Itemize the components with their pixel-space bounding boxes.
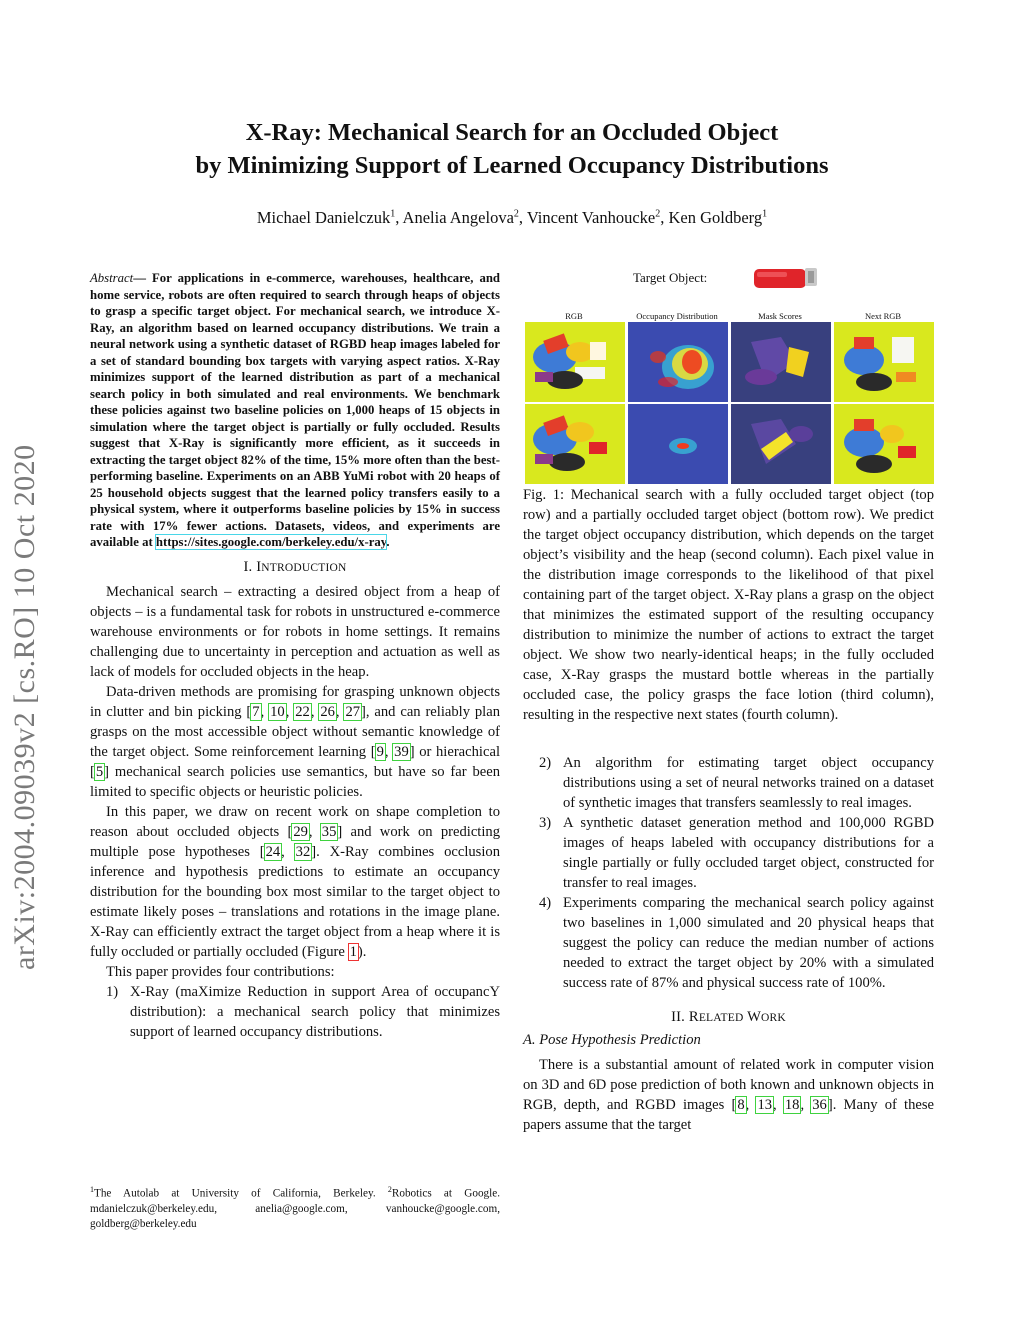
text-span: Data-driven methods are promising for grasping unknown objects in clutter and bin picking [	[90, 683, 500, 720]
citation-link[interactable]: 13	[757, 1097, 773, 1113]
citation-link[interactable]: 10	[270, 703, 285, 720]
item-number: 1)	[106, 983, 119, 1000]
contribution-item	[523, 753, 934, 813]
section-heading-related-work	[523, 1009, 934, 1026]
section-title-rest: NTRODUCTION	[261, 561, 347, 574]
item-text: Experiments comparing the mechanical search policy against two baselines in 1,000 simulated and 20 physical heaps that suggest the policy can reduce the median number of actions needed to extract the target object by 20% with a simulated success rate of 87% and physical success rate of 100%.	[563, 895, 934, 991]
subsection-heading: A. Pose Hypothesis Prediction	[523, 1032, 701, 1048]
title-line-1: X-Ray: Mechanical Search for an Occluded Object	[245, 119, 779, 146]
lighter-icon	[753, 266, 819, 290]
text-span: There is a substantial amount of related work in computer vision on 3D and 6D pose prediction of both known and unknown objects in RGB, depth, and RGBD images [	[523, 1057, 934, 1113]
text-span: ], and can reliably plan grasps on the most accessible object without semantic knowledge of the target object. Some reinforcement learning [	[90, 703, 501, 760]
contribution-item	[523, 893, 934, 993]
author-affiliation: 1	[390, 208, 396, 220]
section-heading-introduction	[90, 559, 500, 576]
column-header-occupancy: Occupancy Distribution	[636, 311, 718, 321]
citation-link[interactable]: 27	[345, 703, 361, 720]
citation-link[interactable]: 9	[376, 743, 384, 760]
section-title-rest: ORK	[761, 1012, 786, 1024]
item-number: 3)	[539, 815, 552, 831]
contribution-item	[523, 813, 934, 893]
intro-paragraph-2: Data-driven methods are promising for grasping unknown objects in clutter and bin picking [7, 10, 22, 26, 27], and can reliably plan grasps on the most accessible object without semantic knowledge of the target object. Some reinforcement learning [9, 39] or hierachical [5] mechanical search policies use semantics, but have so far been limited to specific objects or heuristic policies.	[90, 683, 501, 800]
citation-link[interactable]: 29	[293, 823, 308, 840]
target-object-label: Target Object:	[633, 270, 708, 285]
section-number: I.	[243, 558, 253, 575]
author-affiliation: 2	[513, 208, 519, 220]
figure-1	[523, 270, 934, 480]
occupancy-map-top	[628, 322, 728, 402]
abstract-label: Abstract	[90, 271, 134, 285]
rgb-image-top	[525, 322, 625, 402]
abstract: Abstract— For applications in e-commerce, warehouses, healthcare, and home service, robots are often required to search through heaps of objects to grasp a specific target object. For mechanical search, we introduce X-Ray, an algorithm based on learned occupancy distributions. We train a neural network using a synthetic dataset of RGBD heap images labeled for a set of standard bounding box targets with varying aspect ratios. X-Ray minimizes support of the learned distribution as part of a mechanical search policy in both simulated and real environments. We benchmark these policies against two baseline policies on 1,000 heaps of 15 objects in simulation where the target object is partially or fully occluded. Results suggest that X-Ray is significantly more efficient, as it succeeds in extracting the target object 82% of the time, 15% more often than the best-performing baseline. Experiments on an ABB YuMi robot with 20 heaps of 25 household objects suggest that the learned policy transfers easily to a physical system, where it outperforms baseline policies by 15% in success rate with 17% fewer actions. Datasets, videos, and experiments are available at https://sites.google.com/berkeley.edu/x-ray.	[90, 271, 501, 549]
section-title-initial: R	[688, 1009, 699, 1025]
left-column	[90, 270, 500, 1042]
paper-title	[90, 116, 934, 182]
rgb-image-bottom	[525, 404, 625, 484]
text-span: ] mechanical search policies use semantics, but have so far been limited to specific objects or heuristic policies.	[90, 763, 500, 800]
occupancy-map-bottom	[628, 404, 728, 484]
citation-link[interactable]: 8	[737, 1097, 745, 1113]
citation-link[interactable]: 18	[784, 1097, 800, 1113]
figure-link[interactable]: 1	[349, 943, 357, 960]
related-paragraph-1: There is a substantial amount of related work in computer vision on 3D and 6D pose prediction of both known and unknown objects in RGB, depth, and RGBD images [8, 13, 18, 36]. Many of these papers assume that the target	[523, 1057, 935, 1133]
column-header-next-rgb: Next RGB	[864, 311, 902, 321]
intro-paragraph-3: In this paper, we draw on recent work on shape completion to reason about occluded objects [29, 35] and work on predicting multiple pose hypotheses [24, 32]. X-Ray combines occlusion inference and hypothesis predictions to estimate an occupancy distribution for the bounding box most similar to the target object to estimate likely poses – translations and rotations in the image plane. X-Ray can efficiently extract the target object from a heap where it is fully occluded or partially occluded (Figure 1).	[90, 803, 501, 960]
text-span: In this paper, we draw on recent work on shape completion to reason about occluded objects [	[90, 803, 500, 840]
item-number: 2)	[539, 755, 552, 771]
abstract-text: For applications in e-commerce, warehouses, healthcare, and home service, robots are often required to search through heaps of objects to grasp a specific target object. For mechanical search, we introduce X-Ray, an algorithm based on learned occupancy distributions. We train a neural network using a synthetic dataset of RGBD heap images labeled for a set of standard bounding box targets with varying aspect ratios. X-Ray minimizes support of the learned distribution as part of a mechanical search policy in both simulated and real environments. We benchmark these policies against two baseline policies on 1,000 heaps of 15 objects in simulation where the target object is partially or fully occluded. Results suggest that X-Ray is significantly more efficient, as it succeeds in extracting the target object 82% of the time, 15% more often than the best-performing baseline. Experiments on an ABB YuMi robot with 20 heaps of 25 household objects suggest that the learned policy transfers easily to a physical system, where it outperforms baseline policies by 15% in success rate with 17% fewer actions. Datasets, videos, and experiments are available at	[90, 271, 501, 549]
citation-link[interactable]: 7	[252, 703, 260, 720]
abstract-end: .	[386, 535, 390, 549]
text-span: ]. Many of these papers assume that the target	[523, 1097, 935, 1133]
footnote-emails: mdanielczuk@berkeley.edu, anelia@google.com, vanhoucke@google.com, goldberg@berkeley.edu	[90, 1202, 500, 1230]
text-span: ).	[357, 943, 367, 960]
contribution-list-continued	[523, 753, 934, 993]
section-title-initial: I	[256, 558, 262, 575]
intro-paragraph-4: This paper provides four contributions:	[106, 963, 335, 980]
item-text: An algorithm for estimating target object occupancy distributions using a set of neural networks trained on a dataset of synthetic images that transfers seamlessly to real images.	[563, 755, 934, 811]
mask-scores-bottom	[731, 404, 831, 484]
column-header-mask-scores: Mask Scores	[758, 311, 802, 321]
text-span: ] and work on predicting multiple pose hypotheses [	[90, 823, 501, 860]
section-number: II.	[671, 1009, 686, 1025]
citation-link[interactable]: 22	[295, 703, 310, 720]
footnote-text: The Autolab at University of California, Berkeley.	[94, 1187, 388, 1200]
citation-link[interactable]: 24	[265, 843, 281, 860]
citation-link[interactable]: 35	[321, 823, 337, 840]
item-number: 4)	[539, 895, 552, 911]
text-span: ] or hierachical [	[90, 743, 500, 780]
footnote-mark: 2	[387, 1185, 392, 1194]
citation-link[interactable]: 5	[95, 763, 104, 780]
citation-link[interactable]: 39	[394, 743, 409, 760]
next-rgb-top	[834, 322, 934, 402]
item-text: X-Ray (maXimize Reduction in support Area of occupancY distribution): a mechanical search policy that minimizes support of learned occupancy distributions.	[130, 983, 500, 1040]
author-affiliation: 2	[655, 208, 661, 220]
citation-link[interactable]: 26	[320, 703, 335, 720]
text-span: ]. X-Ray combines occlusion inference and hypothesis predictions to estimate an occupancy distribution for the bounding box most similar to the target object to estimate likely poses – translations and rotations in the image plane. X-Ray can efficiently extract the target object from a heap where it is fully occluded or partially occluded (Figure	[90, 843, 500, 960]
column-header-rgb: RGB	[565, 311, 583, 321]
author-name: Anelia Angelova	[402, 208, 514, 227]
next-rgb-bottom	[834, 404, 934, 484]
title-line-2: by Minimizing Support of Learned Occupancy Distributions	[195, 152, 829, 179]
contribution-list	[90, 982, 500, 1042]
author-name: Vincent Vanhoucke	[526, 208, 656, 227]
author-name: Ken Goldberg	[668, 208, 763, 227]
footnote-mark: 1	[90, 1185, 94, 1194]
project-link[interactable]: https://sites.google.com/berkeley.edu/x-ray	[155, 535, 387, 549]
arxiv-identifier: arXiv:2004.09039v2 [cs.RO] 10 Oct 2020	[8, 444, 41, 970]
author-affiliation: 1	[762, 208, 768, 220]
footnote	[90, 1182, 500, 1232]
footnote-text: Robotics at Google.	[391, 1187, 500, 1200]
section-title-rest: ELATED	[698, 1012, 744, 1024]
contribution-item	[90, 982, 500, 1042]
intro-paragraph-1: Mechanical search – extracting a desired object from a heap of objects – is a fundamental task for robots in unstructured e-commerce warehouse environments or for robots in home settings. It remains challenging due to uncertainty in perception and actuation as well as lack of models for occluded objects in the heap.	[90, 583, 500, 680]
author-list: Michael Danielczuk$^1$, Anelia Angelova$^2$, Vincent Vanhoucke$^2$, Ken Goldberg$^1$	[256, 208, 768, 227]
author-name: Michael Danielczuk	[256, 208, 391, 227]
citation-link[interactable]: 36	[812, 1097, 827, 1113]
figure-caption: Fig. 1: Mechanical search with a fully occluded target object (top row) and a partially occluded target object (bottom row). We predict the target object occupancy distribution, which depends on the target object’s visibility and the heap (second column). Each pixel value in the distribution image corresponds to the likelihood of that pixel containing part of the target object. X-Ray plans a grasp on the object that minimizes the estimated support of the resulting occupancy distribution to minimize the number of actions to extract the target object. We show two nearly-identical heaps; in the fully occluded case, X-Ray grasps the mustard bottle whereas in the partially occluded case, the policy grasps the face lotion (third column), resulting in the respective next states (fourth column).	[523, 487, 934, 723]
item-text: A synthetic dataset generation method and 100,000 RGBD images of heaps labeled with occupancy distributions for a single partially or fully occluded target object, constructed for transfer to real images.	[563, 815, 934, 891]
right-column	[523, 270, 934, 1135]
mask-scores-top	[731, 322, 831, 402]
citation-link[interactable]: 32	[295, 843, 311, 860]
section-title-initial: W	[747, 1009, 762, 1025]
